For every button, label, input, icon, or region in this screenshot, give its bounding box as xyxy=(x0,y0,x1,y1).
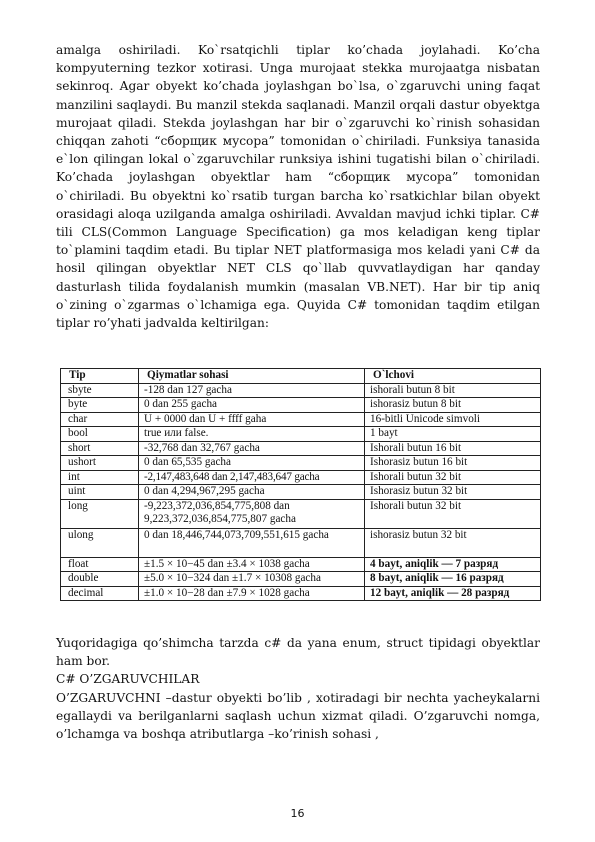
cell-size: Ishorali butun 32 bit xyxy=(365,499,541,528)
cell-range: 0 dan 255 gacha xyxy=(139,398,365,413)
table-row xyxy=(61,383,541,398)
table-row xyxy=(61,572,541,587)
section-heading: C# O’ZGARUVCHILAR xyxy=(56,672,200,687)
cell-range: ±1.5 × 10−45 dan ±3.4 × 1038 gacha xyxy=(139,557,365,572)
cell-size: 4 bayt, aniqlik — 7 разряд xyxy=(365,557,541,572)
cell-range: true или false. xyxy=(139,427,365,442)
table-header-row xyxy=(61,369,541,384)
cell-range: -9,223,372,036,854,775,808 dan 9,223,372,036,854,775,807 gacha xyxy=(139,499,365,528)
cell-type: long xyxy=(61,499,139,528)
cell-size: Ishorali butun 32 bit xyxy=(365,470,541,485)
table-row xyxy=(61,485,541,500)
paragraph-last: O’ZGARUVCHNI –dastur obyekti bo’lib , xotiradagi bir nechta yacheykalarni egallaydi va berilganlarni saqlash uchun xizmat qiladi. O’zgaruvchi nomga, o’lchamga va boshqa atributlarga –ko’rinish sohasi , xyxy=(56,690,540,742)
cell-range: -2,147,483,648 dan 2,147,483,647 gacha xyxy=(139,470,365,485)
cell-type: short xyxy=(61,441,139,456)
cell-range: U + 0000 dan U + ffff gaha xyxy=(139,412,365,427)
table-row xyxy=(61,528,541,557)
cell-type: bool xyxy=(61,427,139,442)
cell-type: int xyxy=(61,470,139,485)
cell-type: ulong xyxy=(61,528,139,557)
cell-size: 8 bayt, aniqlik — 16 разряд xyxy=(365,572,541,587)
table-row xyxy=(61,586,541,601)
cell-size: Ishorasiz butun 16 bit xyxy=(365,456,541,471)
cell-size: ishorasiz butun 8 bit xyxy=(365,398,541,413)
header-range: Qiymatlar sohasi xyxy=(139,369,365,384)
page-number: 16 xyxy=(290,807,305,820)
table-row xyxy=(61,456,541,471)
header-tip: Tip xyxy=(61,369,139,384)
intro-paragraph xyxy=(56,41,540,332)
after-table-text xyxy=(56,634,540,743)
cell-type: float xyxy=(61,557,139,572)
cell-range: -128 dan 127 gacha xyxy=(139,383,365,398)
table-row xyxy=(61,398,541,413)
cell-size: Ishorasiz butun 32 bit xyxy=(365,485,541,500)
table-row xyxy=(61,412,541,427)
cell-range: 0 dan 65,535 gacha xyxy=(139,456,365,471)
cell-size: ishorasiz butun 32 bit xyxy=(365,528,541,557)
cell-size: 1 bayt xyxy=(365,427,541,442)
cell-size: 16-bitli Unicode simvoli xyxy=(365,412,541,427)
cell-type: byte xyxy=(61,398,139,413)
cell-size: ishorali butun 8 bit xyxy=(365,383,541,398)
table-row xyxy=(61,557,541,572)
cell-type: ushort xyxy=(61,456,139,471)
cell-size: Ishorali butun 16 bit xyxy=(365,441,541,456)
cell-type: uint xyxy=(61,485,139,500)
table-row xyxy=(61,427,541,442)
header-size: O`lchovi xyxy=(365,369,541,384)
cell-type: decimal xyxy=(61,586,139,601)
cell-range: 0 dan 18,446,744,073,709,551,615 gacha xyxy=(139,528,365,557)
cell-range: ±1.0 × 10−28 dan ±7.9 × 1028 gacha xyxy=(139,586,365,601)
table-row xyxy=(61,499,541,528)
cell-type: double xyxy=(61,572,139,587)
cell-range: -32,768 dan 32,767 gacha xyxy=(139,441,365,456)
paragraph-after: Yuqoridagiga qo’shimcha tarzda c# da yana enum, struct tipidagi obyektlar ham bor. xyxy=(56,636,540,669)
cell-range: ±5.0 × 10−324 dan ±1.7 × 10308 gacha xyxy=(139,572,365,587)
cell-range: 0 dan 4,294,967,295 gacha xyxy=(139,485,365,500)
cell-size: 12 bayt, aniqlik — 28 разряд xyxy=(365,586,541,601)
table-row xyxy=(61,441,541,456)
cell-type: sbyte xyxy=(61,383,139,398)
cell-type: char xyxy=(61,412,139,427)
table-row xyxy=(61,470,541,485)
paragraph-text: amalga oshiriladi. Ko`rsatqichli tiplar ko’chada joylahadi. Ko’cha kompyuterning tezkor xotirasi. Unga murojaat stekka murojaatga nisbatan sekinroq. Agar obyekt ko’chada joylashgan bo`lsa, o`zgaruvchi uning faqat manzilini saqlaydi. Bu manzil stekda saqlanadi. Manzil orqali dastur obyektga murojaat qiladi. Stekda joylashgan har bir o`zgaruvchi ko`rinish sohasidan chiqqan zahoti “сборщик мусора” tomonidan o`chiriladi. Funksiya tanasida e`lon qilingan lokal o`zgaruvchilar runksiya ishini tugatishi bilan o`chiriladi. Ko’chada joylashgan obyektlar ham “сборщик мусора” tomonidan o`chiriladi. Bu obyektni ko`rsatib turgan barcha ko`rsatkichlar bilan obyekt orasidagi aloqa uzilganda amalga oshiriladi. Avvaldan mavjud ichki tiplar. C# tili CLS(Common Language Specification) ga mos keladigan keng tiplar to`plamini taqdim etadi. Bu tiplar NET platformasiga mos keladi yani C# da hosil qilingan obyektlar NET CLS qo`llab quvvatlaydigan har qanday dasturlash tilida foydalanish mumkin (masalan VB.NET). Har bir tip aniq o`zining o`zgarmas o`lchamiga ega. Quyida C# tomonidan taqdim etilgan tiplar ro’yhati jadvalda keltirilgan: xyxy=(56,43,540,331)
types-table xyxy=(60,368,541,601)
